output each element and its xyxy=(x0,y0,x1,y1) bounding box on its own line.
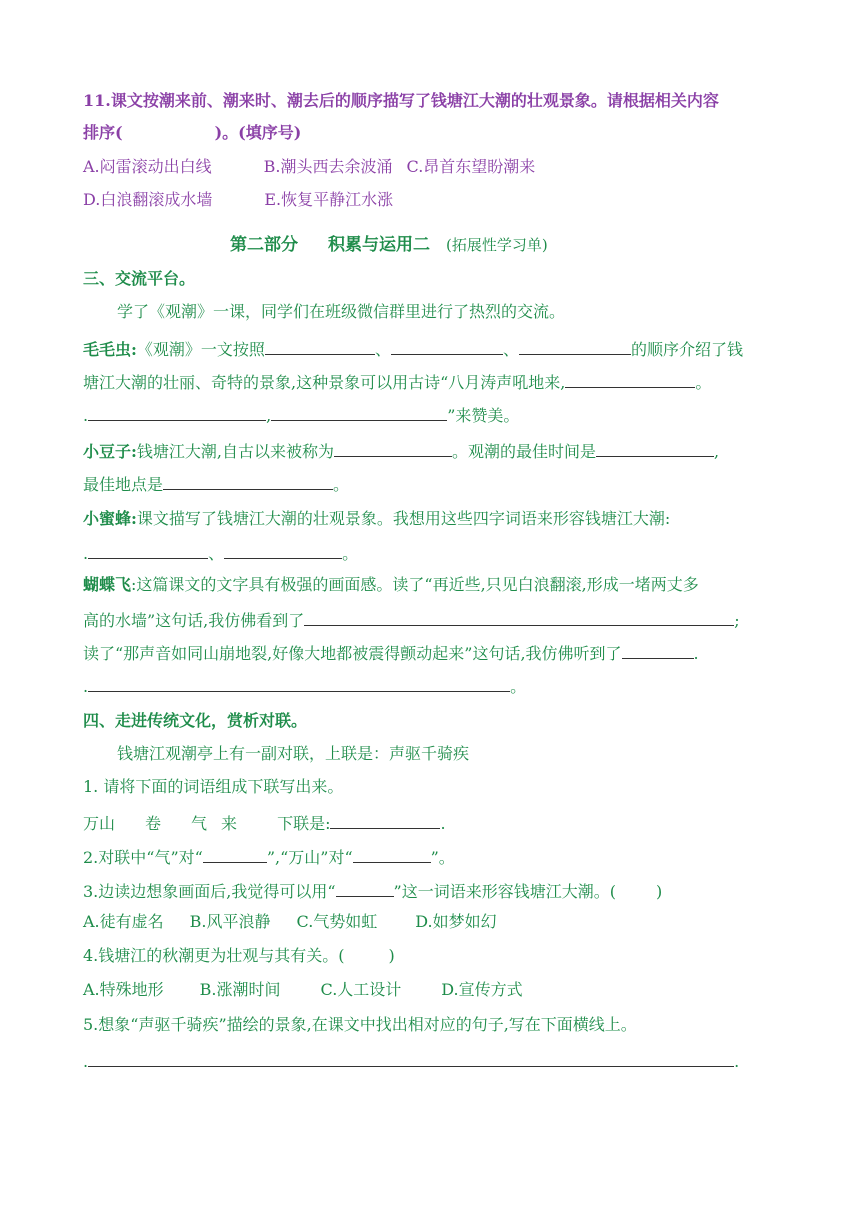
sec4-heading-text: 四、走进传统文化，赏析对联。 xyxy=(83,711,308,730)
q11-option-e: E.恢复平静江水涨 xyxy=(264,190,394,209)
q2-text-a: 2.对联中“气”对“ xyxy=(83,848,203,867)
sec3-hudiefei-line2 xyxy=(83,607,740,632)
q5-end: . xyxy=(734,1052,740,1071)
s1-text-d-start: . xyxy=(83,406,89,425)
s3-text-b-sep: 、 xyxy=(208,544,225,563)
q3-option-c: C.气势如虹 xyxy=(296,912,378,931)
q4-option-d: D.宣传方式 xyxy=(441,980,523,999)
s2-blank-2[interactable] xyxy=(596,438,714,457)
q4-option-a: A.特殊地形 xyxy=(83,980,164,999)
q3-text-c: ) xyxy=(655,882,663,901)
s2-text-a: 钱塘江大潮,自古以来被称为 xyxy=(136,442,335,461)
q11-options-row1 xyxy=(83,156,535,178)
s1-text-d-comma: , xyxy=(266,406,272,425)
xialian-blank[interactable] xyxy=(330,810,440,829)
word-wanshan: 万山 xyxy=(83,814,116,833)
xialian-end: . xyxy=(440,814,446,833)
s2-text-c: 最佳地点是 xyxy=(83,475,164,494)
sec3-maomaochong-line3 xyxy=(83,402,519,427)
sec4-intro xyxy=(117,743,469,765)
sec4-q1-words xyxy=(83,810,446,835)
s1-text-c-end: 。 xyxy=(695,373,712,392)
s2-text-c-end: 。 xyxy=(333,475,350,494)
speaker-maomaochong: 毛毛虫: xyxy=(83,340,137,359)
s4-text-b-end: ; xyxy=(734,611,740,630)
q4-option-c: C.人工设计 xyxy=(320,980,402,999)
s4-blank-2[interactable] xyxy=(622,640,694,659)
sec3-heading xyxy=(83,268,195,290)
s2-blank-3[interactable] xyxy=(163,471,333,490)
q11-option-a: A.闷雷滚动出白线 xyxy=(83,157,212,176)
q2-blank-1[interactable] xyxy=(203,844,267,863)
s3-text-b-end: 。 xyxy=(342,544,359,563)
sec4-q4 xyxy=(83,945,395,967)
sec3-xiaodouzi-line1 xyxy=(83,438,719,463)
sec4-q2 xyxy=(83,844,455,869)
sec4-q3 xyxy=(83,878,662,903)
sec3-xiaodouzi-line2 xyxy=(83,471,349,496)
s1-text-b: 的顺序介绍了钱 xyxy=(630,340,743,359)
s4-text-a: :这篇课文的文字具有极强的画面感。读了“再近些,只见白浪翻滚,形成一堵两丈多 xyxy=(131,575,699,594)
s4-blank-3[interactable] xyxy=(88,673,510,692)
s1-sep-2: 、 xyxy=(502,340,519,359)
word-juan: 卷 xyxy=(145,814,162,833)
s3-blank-2[interactable] xyxy=(224,540,342,559)
sec3-maomaochong-line1 xyxy=(83,336,743,361)
s1-blank-1[interactable] xyxy=(265,336,375,355)
s3-text-a: 课文描写了钱塘江大潮的壮观景象。我想用这些四字词语来形容钱塘江大潮: xyxy=(136,509,671,528)
sec3-heading-text: 三、交流平台。 xyxy=(83,269,196,288)
speaker-xiaomifeng: 小蜜蜂: xyxy=(83,509,137,528)
q3-option-b: B.风平浪静 xyxy=(189,912,271,931)
q11-option-d: D.白浪翻滚成水墙 xyxy=(83,190,213,209)
s4-text-d-end: 。 xyxy=(510,677,527,696)
word-qi: 气 xyxy=(191,814,208,833)
s4-text-c-end: . xyxy=(693,644,699,663)
part2-title-a: 第二部分 xyxy=(230,235,298,255)
sec4-intro-text: 钱塘江观潮亭上有一副对联，上联是：声驱千骑疾 xyxy=(117,744,470,763)
q4-text-a: 4.钱塘江的秋潮更为壮观与其有关。( xyxy=(83,946,345,965)
sec4-q5 xyxy=(83,1014,637,1036)
part2-title xyxy=(230,230,548,255)
word-lai: 来 xyxy=(221,814,238,833)
q11-text-2b: )。(填序号) xyxy=(214,123,302,142)
s1-blank-3[interactable] xyxy=(519,336,631,355)
sec4-q3-options xyxy=(83,911,497,933)
q2-text-c: ”。 xyxy=(430,848,455,867)
speaker-hudiefei: 蝴蝶飞 xyxy=(83,575,132,594)
part2-title-sub: (拓展性学习单) xyxy=(446,236,548,254)
xialian-label: 下联是: xyxy=(277,814,331,833)
sec3-intro xyxy=(117,301,565,323)
sec4-heading xyxy=(83,710,307,732)
sec3-hudiefei-line3 xyxy=(83,640,699,665)
q11-line2 xyxy=(83,122,301,144)
sec4-q4-options xyxy=(83,979,523,1001)
q3-option-d: D.如梦如幻 xyxy=(415,912,497,931)
q11-options-row2 xyxy=(83,189,393,211)
sec4-q5-answer-line xyxy=(83,1048,739,1073)
q5-start: . xyxy=(83,1052,89,1071)
s2-blank-1[interactable] xyxy=(334,438,452,457)
s1-sep-1: 、 xyxy=(374,340,391,359)
q2-blank-2[interactable] xyxy=(353,844,431,863)
sec3-intro-text: 学了《观潮》一课，同学们在班级微信群里进行了热烈的交流。 xyxy=(117,302,566,321)
s2-text-b-end: , xyxy=(714,442,720,461)
q5-text: 5.想象“声驱千骑疾”描绘的景象,在课文中找出相对应的句子,写在下面横线上。 xyxy=(83,1015,637,1034)
sec3-hudiefei-line4 xyxy=(83,673,526,698)
s1-blank-6[interactable] xyxy=(271,402,447,421)
q11-text-1: 11.课文按潮来前、潮来时、潮去后的顺序描写了钱塘江大潮的壮观景象。请根据相关内容 xyxy=(83,91,719,110)
s4-text-b: 高的水墙”这句话,我仿佛看到了 xyxy=(83,611,305,630)
speaker-xiaodouzi: 小豆子: xyxy=(83,442,137,461)
q11-line1 xyxy=(83,90,719,112)
s1-blank-4[interactable] xyxy=(565,369,695,388)
sec4-q1 xyxy=(83,776,343,798)
s4-text-c: 读了“那声音如同山崩地裂,好像大地都被震得颤动起来”这句话,我仿佛听到了 xyxy=(83,644,622,663)
q5-blank[interactable] xyxy=(88,1048,734,1067)
s4-blank-1[interactable] xyxy=(304,607,734,626)
s1-blank-5[interactable] xyxy=(88,402,266,421)
q11-option-b: B.潮头西去余波涌 xyxy=(263,157,393,176)
s1-blank-2[interactable] xyxy=(391,336,503,355)
s4-text-d-start: . xyxy=(83,677,89,696)
s1-text-a: 《观潮》一文按照 xyxy=(136,340,265,359)
s3-text-b-start: . xyxy=(83,544,89,563)
sec3-hudiefei-line1 xyxy=(83,574,699,596)
s3-blank-1[interactable] xyxy=(88,540,208,559)
q4-option-b: B.涨潮时间 xyxy=(199,980,281,999)
q4-text-b: ) xyxy=(388,946,395,965)
sec3-maomaochong-line2 xyxy=(83,369,711,394)
q3-option-a: A.徒有虚名 xyxy=(83,912,164,931)
q3-text-b: ”这一词语来形容钱塘江大潮。( xyxy=(393,882,616,901)
s2-text-b: 。观潮的最佳时间是 xyxy=(452,442,597,461)
q11-option-c: C.昂首东望盼潮来 xyxy=(406,157,536,176)
part2-title-b: 积累与运用二 xyxy=(328,235,430,255)
q3-blank[interactable] xyxy=(336,878,394,897)
s1-text-c: 塘江大潮的壮丽、奇特的景象,这种景象可以用古诗“八月涛声吼地来, xyxy=(83,373,566,392)
q11-text-2a: 排序( xyxy=(83,123,123,142)
s1-text-d-end: ”来赞美。 xyxy=(447,406,520,425)
q3-text-a: 3.边读边想象画面后,我觉得可以用“ xyxy=(83,882,336,901)
sec3-xiaomifeng-line2 xyxy=(83,540,358,565)
sec4-q1-text: 1. 请将下面的词语组成下联写出来。 xyxy=(83,777,344,796)
sec3-xiaomifeng-line1 xyxy=(83,508,670,530)
q2-text-b: ”,“万山”对“ xyxy=(266,848,353,867)
